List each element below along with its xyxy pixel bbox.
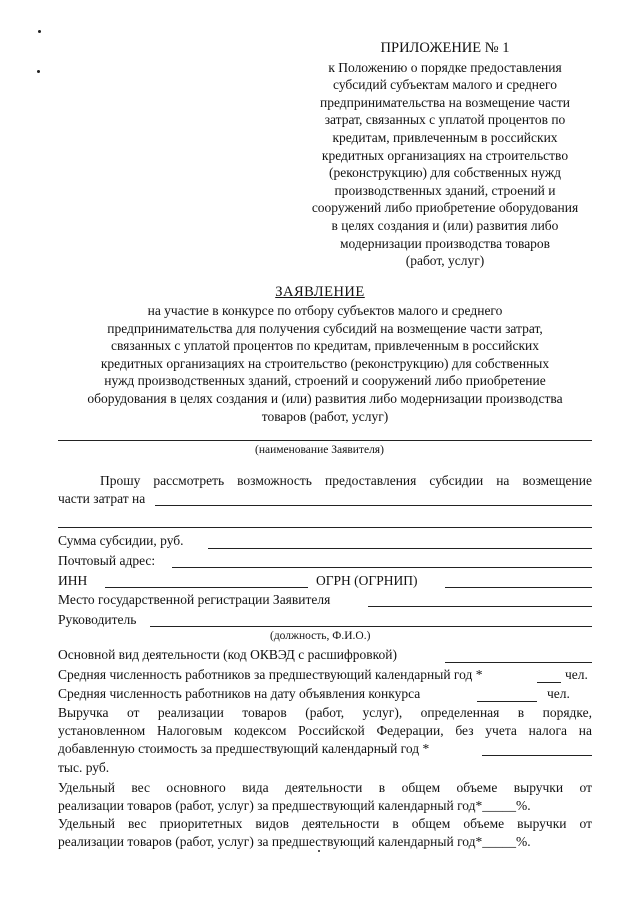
avg-staff-prev-label: Средняя численность работников за предшествующий календарный год *: [58, 667, 483, 682]
head-field[interactable]: [150, 626, 592, 627]
request-text-line: Прошу рассмотреть возможность предоставления субсидии на возмещение: [100, 473, 592, 488]
revenue-text-line: установленном Налоговым кодексом Российской Федерации, без учета налога на: [58, 723, 592, 738]
inn-field[interactable]: [105, 587, 308, 588]
ogrn-field[interactable]: [445, 587, 592, 588]
request-purpose-field[interactable]: [155, 505, 592, 506]
appendix-line: (работ, услуг): [405, 253, 485, 269]
registration-place-label: Место государственной регистрации Заявителя: [58, 592, 331, 607]
appendix-line: модернизации производства товаров: [339, 235, 551, 251]
appendix-block: [300, 40, 590, 270]
subtitle-line: нужд производственных зданий, строений и сооружений либо приобретение: [104, 373, 546, 389]
appendix-line: кредитам, привлеченным в российских: [332, 129, 558, 145]
document-title: ЗАЯВЛЕНИЕ: [275, 284, 365, 300]
subtitle-line: товаров (работ, услуг): [261, 408, 389, 424]
appendix-line: сооружений либо приобретение оборудования: [311, 200, 579, 216]
main-activity-field[interactable]: [445, 662, 592, 663]
postal-address-field[interactable]: [172, 567, 592, 568]
request-purpose-field-continued[interactable]: [58, 527, 592, 528]
subsidy-amount-field[interactable]: [208, 548, 592, 549]
request-label: части затрат на: [58, 491, 146, 506]
scan-speck: [318, 850, 320, 852]
appendix-line: (реконструкцию) для собственных нужд: [328, 165, 562, 181]
applicant-name-field[interactable]: [58, 440, 592, 441]
registration-place-field[interactable]: [368, 606, 592, 607]
share-priority-text-line: реализации товаров (работ, услуг) за предшествующий календарный год*_____%.: [58, 834, 531, 849]
share-main-text-line: Удельный вес основного вида деятельности в общем объеме выручки от: [58, 780, 592, 795]
revenue-text-line: Выручка от реализации товаров (работ, услуг), определенная в порядке,: [58, 705, 592, 720]
share-main-text-line: реализации товаров (работ, услуг) за предшествующий календарный год*_____%.: [58, 798, 531, 813]
appendix-line: в целях создания и (или) развития либо: [331, 217, 559, 233]
scan-speck: [37, 70, 40, 73]
postal-address-label: Почтовый адрес:: [58, 553, 156, 568]
appendix-line: к Положению о порядке предоставления: [328, 59, 562, 75]
subtitle-line: на участие в конкурсе по отбору субъектов малого и среднего: [147, 303, 503, 318]
appendix-line: субсидий субъектам малого и среднего: [333, 77, 557, 93]
subtitle-line: оборудования в целях создания и (или) развития либо модернизации производства: [87, 390, 563, 406]
revenue-text-line: добавленную стоимость за предшествующий календарный год *: [58, 741, 430, 756]
subsidy-amount-label: Сумма субсидии, руб.: [58, 533, 184, 548]
avg-staff-date-field[interactable]: [477, 701, 537, 702]
revenue-unit: тыс. руб.: [58, 760, 110, 775]
revenue-field[interactable]: [482, 755, 592, 756]
avg-staff-date-label: Средняя численность работников на дату объявления конкурса: [58, 686, 421, 701]
appendix-line: производственных зданий, строений и: [334, 182, 556, 198]
appendix-line: кредитных организациях на строительство: [321, 147, 569, 163]
avg-staff-prev-field[interactable]: [537, 682, 561, 683]
document-subtitle: [55, 302, 595, 425]
avg-staff-prev-unit: чел.: [565, 667, 588, 682]
share-priority-text-line: Удельный вес приоритетных видов деятельности в общем объеме выручки от: [58, 816, 592, 831]
appendix-line: предпринимательства на возмещение части: [319, 94, 571, 110]
avg-staff-date-unit: чел.: [547, 686, 570, 701]
subtitle-line: связанных с уплатой процентов по кредитам, привлеченным в российских: [110, 338, 539, 354]
inn-label: ИНН: [58, 573, 88, 588]
scan-speck: [38, 30, 41, 33]
subtitle-line: кредитных организациях на строительство (реконструкцию) для собственных: [100, 355, 550, 371]
subtitle-line: предпринимательства для получения субсидий на возмещение части затрат,: [107, 320, 543, 336]
appendix-heading: ПРИЛОЖЕНИЕ № 1: [380, 40, 510, 56]
appendix-line: затрат, связанных с уплатой процентов по: [324, 112, 566, 128]
head-label: Руководитель: [58, 612, 137, 627]
ogrn-label: ОГРН (ОГРНИП): [316, 573, 418, 588]
main-activity-label: Основной вид деятельности (код ОКВЭД с расшифровкой): [58, 647, 397, 662]
applicant-name-caption: (наименование Заявителя): [255, 444, 384, 456]
head-caption: (должность, Ф.И.О.): [270, 630, 371, 642]
